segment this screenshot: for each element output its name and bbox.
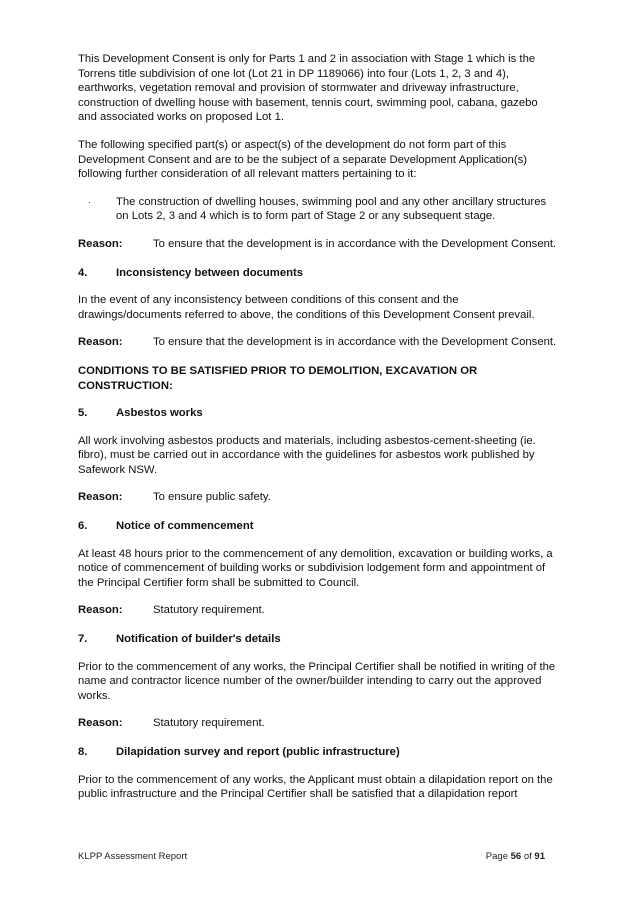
- reason-text: Statutory requirement.: [153, 717, 265, 730]
- bullet-mark: ·: [88, 196, 91, 207]
- condition-title: Inconsistency between documents: [116, 266, 304, 279]
- reason-block: [78, 716, 558, 731]
- exclusion-paragraph: The following specified part(s) or aspect(s) of the development do not form part of this Development Consent and are to be the subject of a separate Development Application(s) following further consideration of all relevant matters pertaining to it:: [78, 138, 528, 181]
- page-footer: [78, 851, 545, 862]
- condition-heading: [78, 266, 558, 281]
- condition-title: Notice of commencement: [116, 520, 254, 533]
- total-pages: 91: [534, 851, 545, 862]
- condition-number: 6.: [78, 520, 88, 533]
- condition-body: Prior to the commencement of any works, the Principal Certifier shall be notified in writing of the name and contractor licence number of the owner/builder intending to carry out the approved works.: [78, 660, 556, 702]
- reason-label: Reason:: [78, 491, 123, 504]
- reason-text: To ensure that the development is in accordance with the Development Consent.: [153, 237, 557, 250]
- condition-heading: [78, 632, 558, 647]
- footer-page-number: [486, 851, 545, 862]
- reason-label: Reason:: [78, 237, 123, 250]
- bullet-text: The construction of dwelling houses, swimming pool and any other ancillary structures on Lots 2, 3 and 4 which is to form part of Stage 2 or any subsequent stage.: [116, 195, 547, 223]
- condition-body: Prior to the commencement of any works, the Applicant must obtain a dilapidation report on the public infrastructure and the Principal Certifier shall be satisfied that a dilapidation report: [78, 773, 553, 801]
- condition-number: 7.: [78, 633, 88, 646]
- condition-number: 8.: [78, 746, 88, 758]
- reason-label: Reason:: [78, 717, 123, 730]
- condition-title: Notification of builder's details: [116, 633, 281, 646]
- condition-body: In the event of any inconsistency between conditions of this consent and the drawings/documents referred to above, the conditions of this Development Consent prevail.: [78, 294, 535, 321]
- condition-heading: [78, 519, 558, 534]
- of-word: of: [523, 851, 532, 862]
- document-page: [78, 52, 558, 815]
- condition-title: Dilapidation survey and report (public infrastructure): [116, 746, 400, 758]
- reason-block: [78, 237, 558, 252]
- condition-number: 4.: [78, 266, 88, 279]
- reason-text: To ensure public safety.: [153, 491, 271, 504]
- condition-body: All work involving asbestos products and materials, including asbestos-cement-sheeting (ie. fibro), must be carried out in accordance with the guidelines for asbestos work published by Safework NSW.: [78, 434, 536, 476]
- reason-label: Reason:: [78, 336, 123, 349]
- condition-heading: [78, 745, 558, 760]
- bullet-item: [78, 195, 558, 224]
- reason-block: [78, 603, 558, 618]
- section-heading: CONDITIONS TO BE SATISFIED PRIOR TO DEMOLITION, EXCAVATION OR CONSTRUCTION:: [78, 364, 478, 392]
- condition-heading: [78, 406, 558, 421]
- condition-body: At least 48 hours prior to the commencement of any demolition, excavation or building works, a notice of commencement of building works or subdivision lodgement form and appointment of the Principal Certifier form shall be submitted to Council.: [78, 547, 553, 589]
- reason-label: Reason:: [78, 604, 123, 617]
- reason-block: [78, 335, 558, 350]
- reason-block: [78, 490, 558, 505]
- reason-text: Statutory requirement.: [153, 604, 265, 617]
- footer-report-title: KLPP Assessment Report: [78, 851, 188, 862]
- page-word: Page: [485, 851, 508, 862]
- intro-paragraph: This Development Consent is only for Parts 1 and 2 in association with Stage 1 which is the Torrens title subdivision of one lot (Lot 21 in DP 1189066) into four (Lots 1, 2, 3 and 4), earthworks, vegetation removal and provision of stormwater and driveway infrastructure, construction of dwelling house with basement, tennis court, swimming pool, cabana, gazebo and associated works on proposed Lot 1.: [78, 53, 538, 124]
- reason-text: To ensure that the development is in accordance with the Development Consent.: [153, 336, 557, 349]
- condition-title: Asbestos works: [116, 407, 203, 420]
- current-page: 56: [510, 851, 522, 862]
- condition-number: 5.: [78, 407, 88, 420]
